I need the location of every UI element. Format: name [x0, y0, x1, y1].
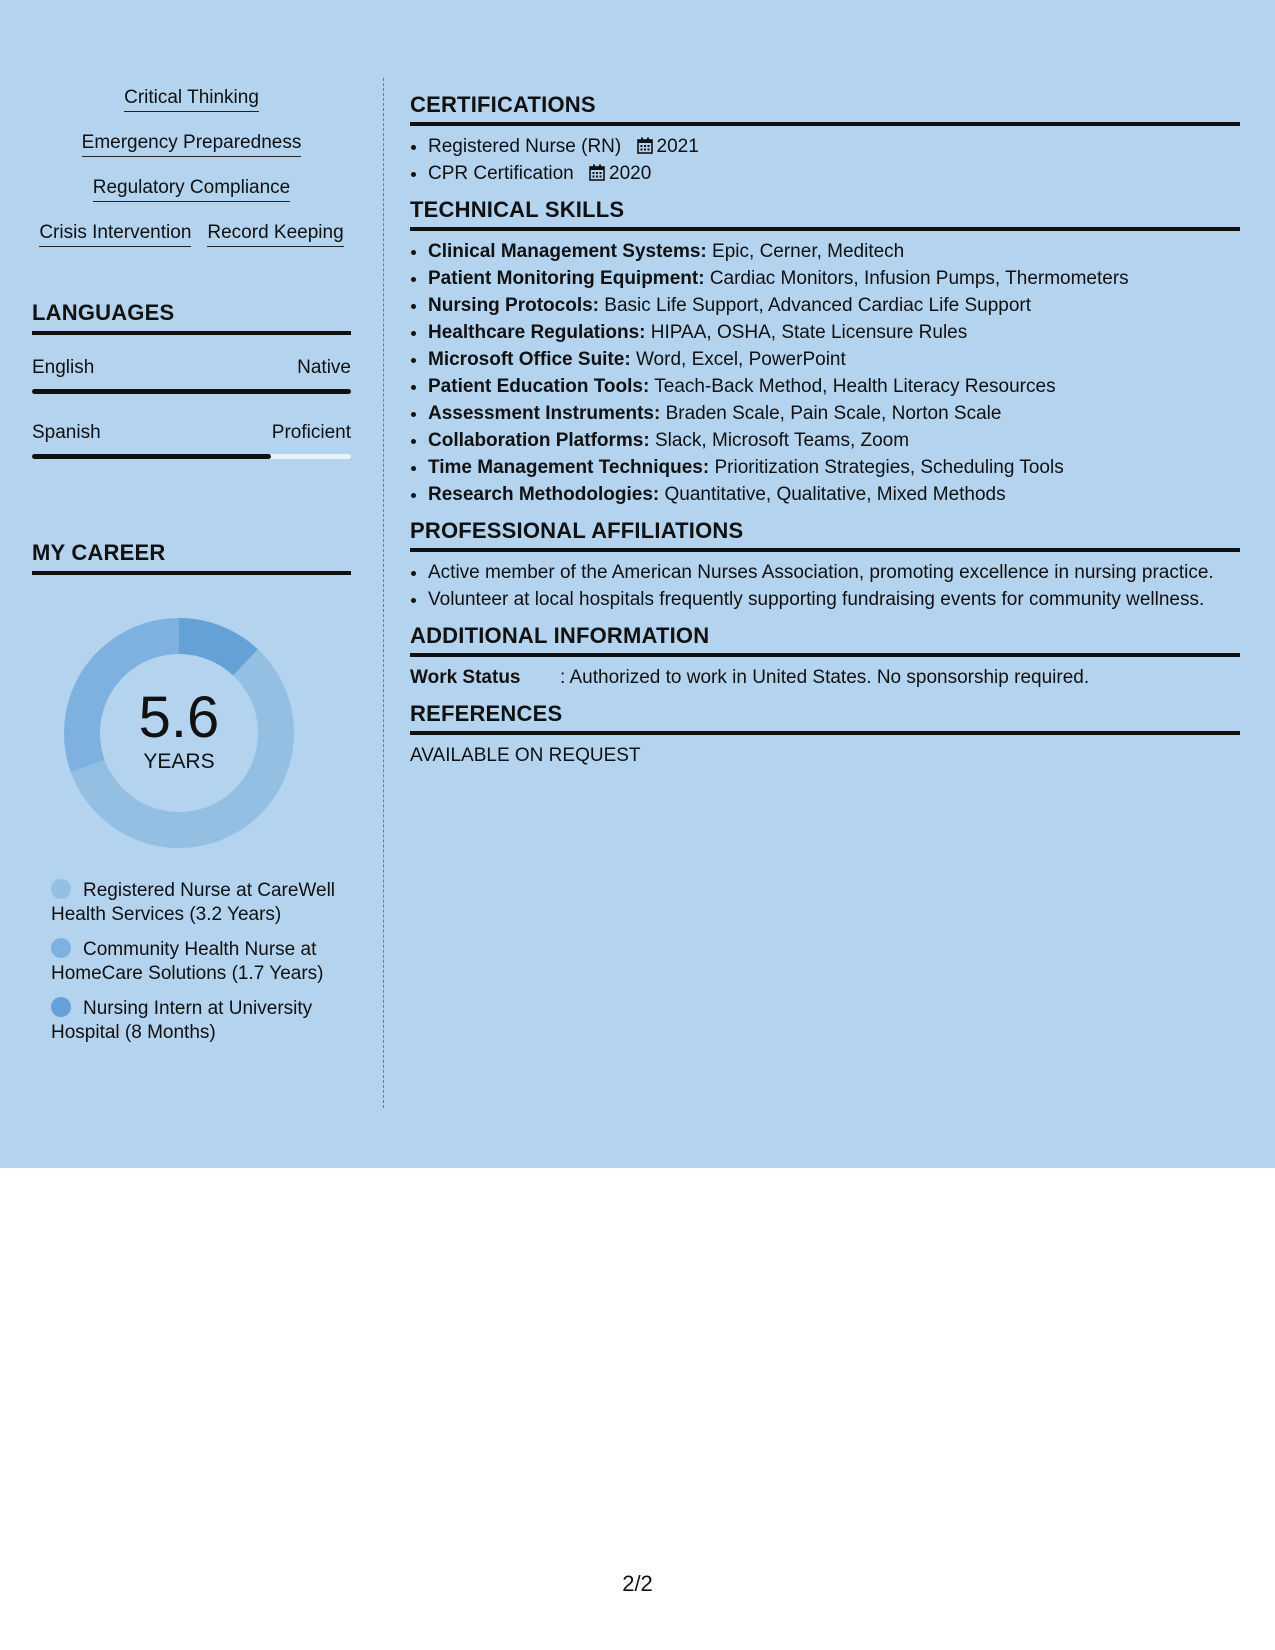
- tech-skill-value: Quantitative, Qualitative, Mixed Methods: [664, 484, 1006, 505]
- certification-name: Registered Nurse (RN): [428, 136, 622, 157]
- tech-skill-value: Epic, Cerner, Meditech: [712, 241, 905, 262]
- additional-info-title: ADDITIONAL INFORMATION: [410, 623, 1240, 657]
- skill-tag: Regulatory Compliance: [93, 176, 291, 202]
- calendar-icon: [589, 164, 605, 181]
- career-legend-label: Community Health Nurse at HomeCare Solutions (1.7 Years): [51, 939, 324, 984]
- language-bar-fill: [32, 454, 271, 459]
- tech-skill-value: Word, Excel, PowerPoint: [635, 349, 846, 370]
- tech-skill-item: [428, 481, 1240, 508]
- skill-tags: [32, 86, 351, 266]
- career-legend: [51, 879, 341, 1056]
- legend-dot: [51, 938, 71, 958]
- certification-item: [428, 133, 1240, 160]
- language-name: Spanish: [32, 422, 101, 443]
- tech-skill-value: Teach-Back Method, Health Literacy Resources: [654, 376, 1056, 397]
- career-title: MY CAREER: [32, 540, 351, 575]
- language-bar-fill: [32, 389, 351, 394]
- skill-tag: Emergency Preparedness: [82, 131, 302, 157]
- language-bar: [32, 454, 351, 459]
- tech-skill-label: Patient Monitoring Equipment:: [428, 268, 705, 289]
- donut-center: [64, 618, 294, 848]
- tech-skill-item: [428, 346, 1240, 373]
- certification-item: [428, 160, 1240, 187]
- skill-tag: Record Keeping: [207, 221, 343, 247]
- career-section: [32, 540, 351, 1043]
- page-number: 2/2: [622, 1571, 653, 1596]
- tech-skill-item: [428, 454, 1240, 481]
- language-bar: [32, 389, 351, 394]
- tech-skill-value: Cardiac Monitors, Infusion Pumps, Thermometers: [709, 268, 1129, 289]
- tech-skill-item: [428, 265, 1240, 292]
- certification-year: 2020: [609, 163, 652, 184]
- technical-skills-title: TECHNICAL SKILLS: [410, 197, 1240, 231]
- tech-skill-label: Time Management Techniques:: [428, 457, 710, 478]
- legend-dot: [51, 879, 71, 899]
- certification-name: CPR Certification: [428, 163, 574, 184]
- tech-skill-value: Basic Life Support, Advanced Cardiac Life Support: [604, 295, 1031, 316]
- career-legend-label: Registered Nurse at CareWell Health Services (3.2 Years): [51, 880, 336, 925]
- tech-skill-item: [428, 292, 1240, 319]
- career-legend-item: [51, 879, 341, 927]
- work-status-label: Work Status: [410, 667, 521, 688]
- tech-skill-item: [428, 400, 1240, 427]
- career-total-unit: YEARS: [143, 750, 215, 773]
- right-column: [410, 92, 1240, 779]
- affiliations-title: PROFESSIONAL AFFILIATIONS: [410, 518, 1240, 552]
- column-divider: [383, 78, 384, 1108]
- certifications-section: [410, 92, 1240, 187]
- language-item: [32, 422, 351, 459]
- languages-title: LANGUAGES: [32, 300, 351, 335]
- tech-skill-label: Clinical Management Systems:: [428, 241, 707, 262]
- skill-tag: Critical Thinking: [124, 86, 259, 112]
- language-item: [32, 357, 351, 394]
- references-text: AVAILABLE ON REQUEST: [410, 745, 641, 766]
- tech-skill-label: Patient Education Tools:: [428, 376, 650, 397]
- tech-skill-label: Microsoft Office Suite:: [428, 349, 631, 370]
- certifications-title: CERTIFICATIONS: [410, 92, 1240, 126]
- career-total-value: 5.6: [138, 685, 220, 750]
- work-status-value: : Authorized to work in United States. No sponsorship required.: [560, 667, 1090, 688]
- additional-info-section: [410, 623, 1240, 691]
- tech-skill-value: Slack, Microsoft Teams, Zoom: [654, 430, 910, 451]
- calendar-icon: [637, 137, 653, 154]
- tech-skill-label: Healthcare Regulations:: [428, 322, 646, 343]
- language-level: Proficient: [271, 422, 351, 443]
- references-section: [410, 701, 1240, 769]
- tech-skill-value: Prioritization Strategies, Scheduling Tools: [714, 457, 1064, 478]
- legend-dot: [51, 997, 71, 1017]
- tech-skill-label: Collaboration Platforms:: [428, 430, 650, 451]
- tech-skill-value: HIPAA, OSHA, State Licensure Rules: [650, 322, 968, 343]
- work-status-row: [410, 664, 1240, 691]
- affiliations-section: [410, 518, 1240, 613]
- tech-skill-item: [428, 319, 1240, 346]
- tech-skill-item: [428, 238, 1240, 265]
- affiliation-item: • Active member of the American Nurses Association, promoting excellence in nursing practice.: [428, 559, 1240, 586]
- language-name: English: [32, 357, 95, 378]
- tech-skill-label: Nursing Protocols:: [428, 295, 600, 316]
- career-legend-item: [51, 997, 341, 1045]
- certification-year: 2021: [656, 136, 699, 157]
- affiliation-item: • Volunteer at local hospitals frequently supporting fundraising events for community wellness.: [428, 586, 1240, 613]
- language-level: Native: [297, 357, 351, 378]
- tech-skill-item: [428, 373, 1240, 400]
- tech-skill-item: [428, 427, 1240, 454]
- references-title: REFERENCES: [410, 701, 1240, 735]
- tech-skill-label: Research Methodologies:: [428, 484, 660, 505]
- technical-skills-section: [410, 197, 1240, 508]
- skill-tag: Crisis Intervention: [39, 221, 191, 247]
- career-legend-label: Nursing Intern at University Hospital (8 Months): [51, 998, 313, 1043]
- career-legend-item: [51, 938, 341, 986]
- tech-skill-value: Braden Scale, Pain Scale, Norton Scale: [665, 403, 1002, 424]
- tech-skill-label: Assessment Instruments:: [428, 403, 661, 424]
- languages-section: [32, 300, 351, 459]
